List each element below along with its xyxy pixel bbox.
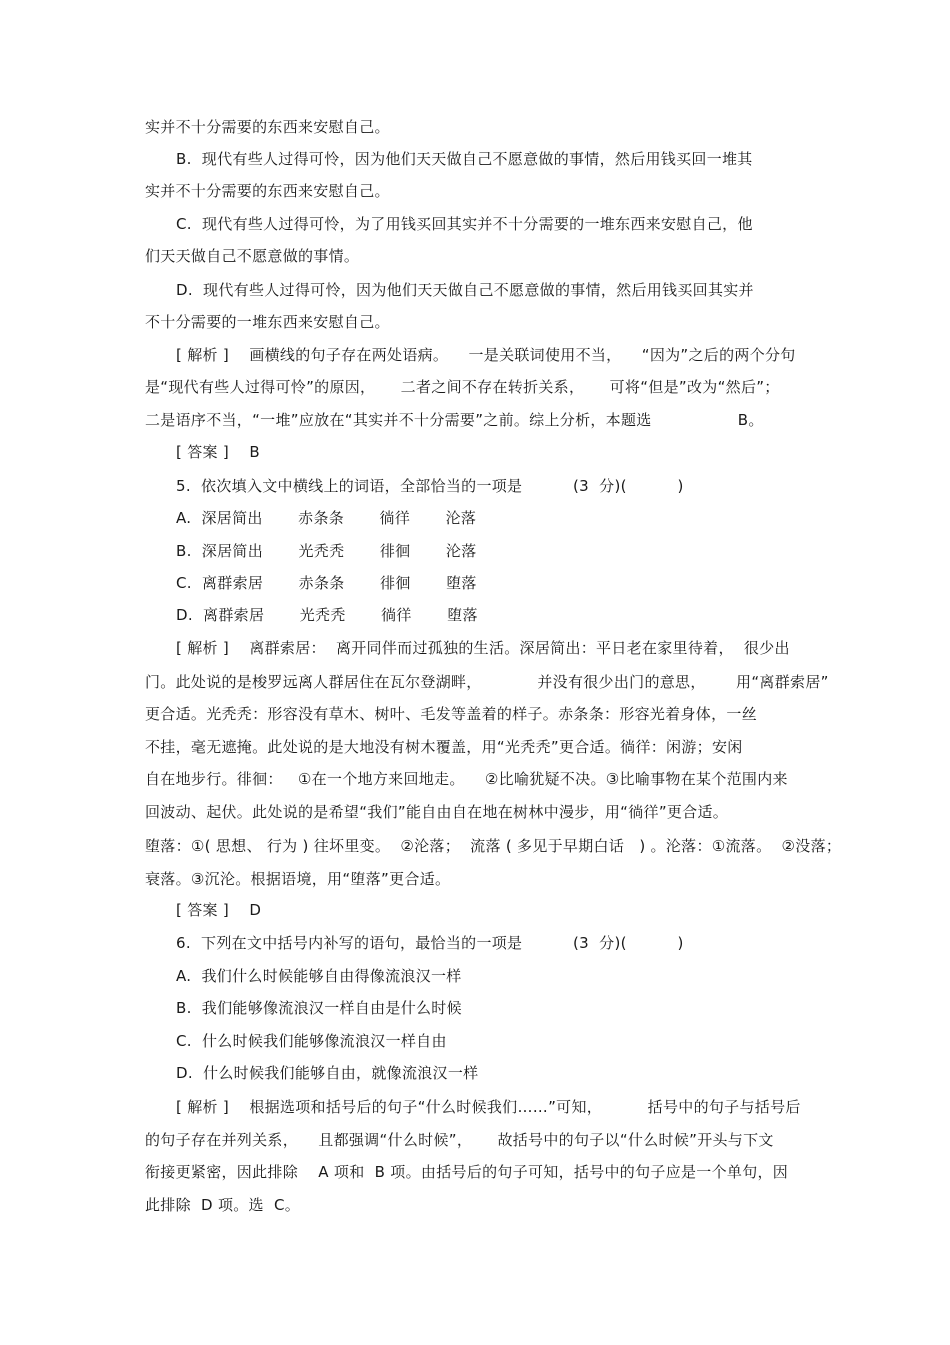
text-line: 回波动、起伏。此处说的是希望“我们”能自由自在地在树林中漫步，用“徜徉”更合适。 [145,803,729,821]
text-line: 更合适。光秃秃：形容没有草木、树叶、毛发等盖着的样子。赤条条：形容光着身体，一丝 [145,705,758,723]
question-5: 5. 依次填入文中横线上的词语，全部恰当的一项是 (3 分)( ) [176,477,684,495]
option-b: B. 深居简出 光秃秃 徘徊 沦落 [176,542,477,560]
text-line: 堕落：①( 思想、 行为 ) 往坏里变。 ②沦落； 流落 ( 多见于早期白话 ) 。沦落：①流落。 ②没落； [145,837,842,855]
text-line: 二是语序不当，“一堆”应放在“其实并不十分需要”之前。综上分析，本题选 B。 [145,411,764,429]
text-line: 衔接更紧密，因此排除 A 项和 B 项。由括号后的句子可知，括号中的句子应是一个单句，因 [145,1163,789,1181]
option-b: B. 我们能够像流浪汉一样自由是什么时候 [176,999,462,1017]
option-d: D. 现代有些人过得可怜，因为他们天天做自己不愿意做的事情，然后用钱买回其实并 [176,281,754,299]
analysis-paragraph: [ 解析 ] 根据选项和括号后的句子“什么时候我们……”可知， 括号中的句子与括号后 [176,1098,801,1116]
option-c: C. 现代有些人过得可怜，为了用钱买回其实并不十分需要的一堆东西来安慰自己，他 [176,215,753,233]
analysis-paragraph: [ 解析 ] 离群索居： 离开同伴而过孤独的生活。深居简出：平日老在家里待着， 很少出 [176,639,790,657]
text-line: 的句子存在并列关系， 且都强调“什么时候”， 故括号中的句子以“什么时候”开头与下文 [145,1131,774,1149]
text-line: 是“现代有些人过得可怜”的原因， 二者之间不存在转折关系， 可将“但是”改为“然后”； [145,378,780,396]
text-line: 实并不十分需要的东西来安慰自己。 [145,118,390,136]
text-line: 衰落。③沉沦。根据语境，用“堕落”更合适。 [145,870,451,888]
option-c: C. 什么时候我们能够像流浪汉一样自由 [176,1032,447,1050]
answer-line: [ 答案 ] B [176,443,260,461]
text-line: 门。此处说的是梭罗远离人群居住在瓦尔登湖畔， 并没有很少出门的意思， 用“离群索居” [145,673,829,691]
question-6: 6. 下列在文中括号内补写的语句，最恰当的一项是 (3 分)( ) [176,934,684,952]
text-line: 实并不十分需要的东西来安慰自己。 [145,182,390,200]
answer-line: [ 答案 ] D [176,901,262,919]
option-c: C. 离群索居 赤条条 徘徊 堕落 [176,574,477,592]
option-d: D. 什么时候我们能够自由，就像流浪汉一样 [176,1064,479,1082]
option-b: B. 现代有些人过得可怜，因为他们天天做自己不愿意做的事情，然后用钱买回一堆其 [176,150,753,168]
text-line: 们天天做自己不愿意做的事情。 [145,247,360,265]
text-line: 不挂，毫无遮掩。此处说的是大地没有树木覆盖，用“光秃秃”更合适。徜徉：闲游；安闲 [145,738,743,756]
text-line: 自在地步行。徘徊： ①在一个地方来回地走。 ②比喻犹疑不决。③比喻事物在某个范围内来 [145,770,788,788]
text-line: 不十分需要的一堆东西来安慰自己。 [145,313,390,331]
option-d: D. 离群索居 光秃秃 徜徉 堕落 [176,606,478,624]
text-line: 此排除 D 项。选 C。 [145,1196,301,1214]
analysis-paragraph: [ 解析 ] 画横线的句子存在两处语病。 一是关联词使用不当， “因为”之后的两个分句 [176,346,796,364]
option-a: A. 深居简出 赤条条 徜徉 沦落 [176,509,477,527]
option-a: A. 我们什么时候能够自由得像流浪汉一样 [176,967,462,985]
